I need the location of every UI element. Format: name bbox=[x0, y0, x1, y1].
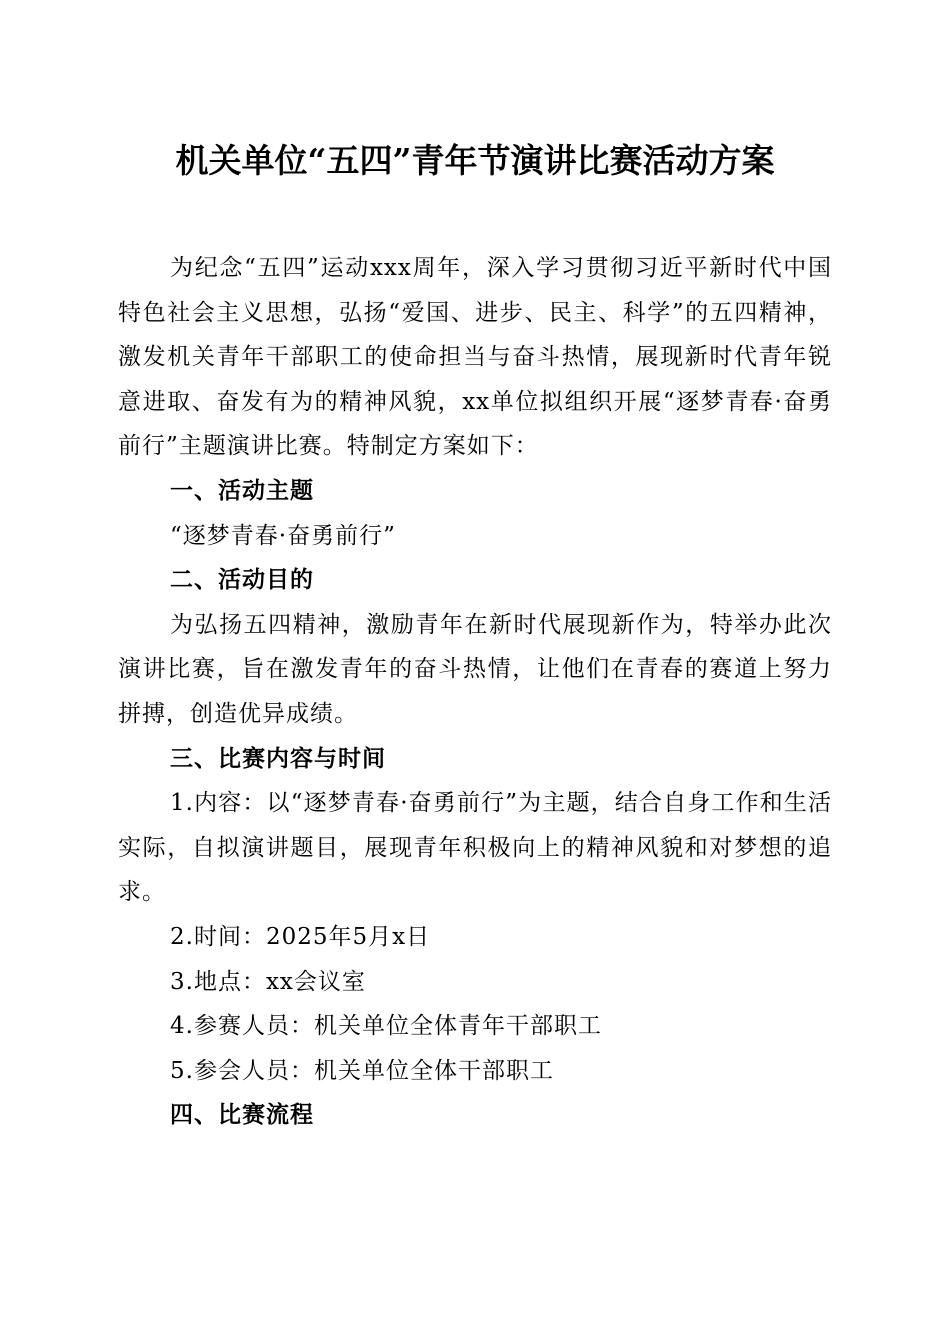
section-heading-purpose: 二、活动目的 bbox=[170, 567, 314, 594]
purpose-paragraph: 为弘扬五四精神，激励青年在新时代展现新作为，特举办此次演讲比赛，旨在激发青年的奋斗热情，让他们在青春的赛道上努力拼搏，创造优异成绩。 bbox=[118, 611, 832, 727]
theme-text: “逐梦青春·奋勇前行” bbox=[170, 522, 396, 549]
section-heading-process: 四、比赛流程 bbox=[170, 1102, 314, 1129]
participants-item: 4.参赛人员：机关单位全体青年干部职工 bbox=[170, 1013, 602, 1040]
document-title: 机关单位“五四”青年节演讲比赛活动方案 bbox=[175, 141, 775, 180]
content-item: 1.内容：以“逐梦青春·奋勇前行”为主题，结合自身工作和生活实际，自拟演讲题目，展现青年积极向上的精神风貌和对梦想的追求。 bbox=[118, 790, 832, 906]
location-item: 3.地点：xx会议室 bbox=[170, 968, 366, 995]
intro-paragraph: 为纪念“五四”运动xxx周年，深入学习贯彻习近平新时代中国特色社会主义思想，弘扬“爱国、进步、民主、科学”的五四精神，激发机关青年干部职工的使命担当与奋斗热情，展现新时代青年锐意进取、奋发有为的精神风貌，xx单位拟组织开展“逐梦青春·奋勇前行”主题演讲比赛。特制定方案如下： bbox=[118, 255, 832, 460]
section-heading-content-time: 三、比赛内容与时间 bbox=[170, 745, 386, 772]
time-item: 2.时间：2025年5月x日 bbox=[170, 923, 431, 950]
attendees-item: 5.参会人员：机关单位全体干部职工 bbox=[170, 1057, 554, 1084]
section-heading-theme: 一、活动主题 bbox=[170, 477, 314, 504]
